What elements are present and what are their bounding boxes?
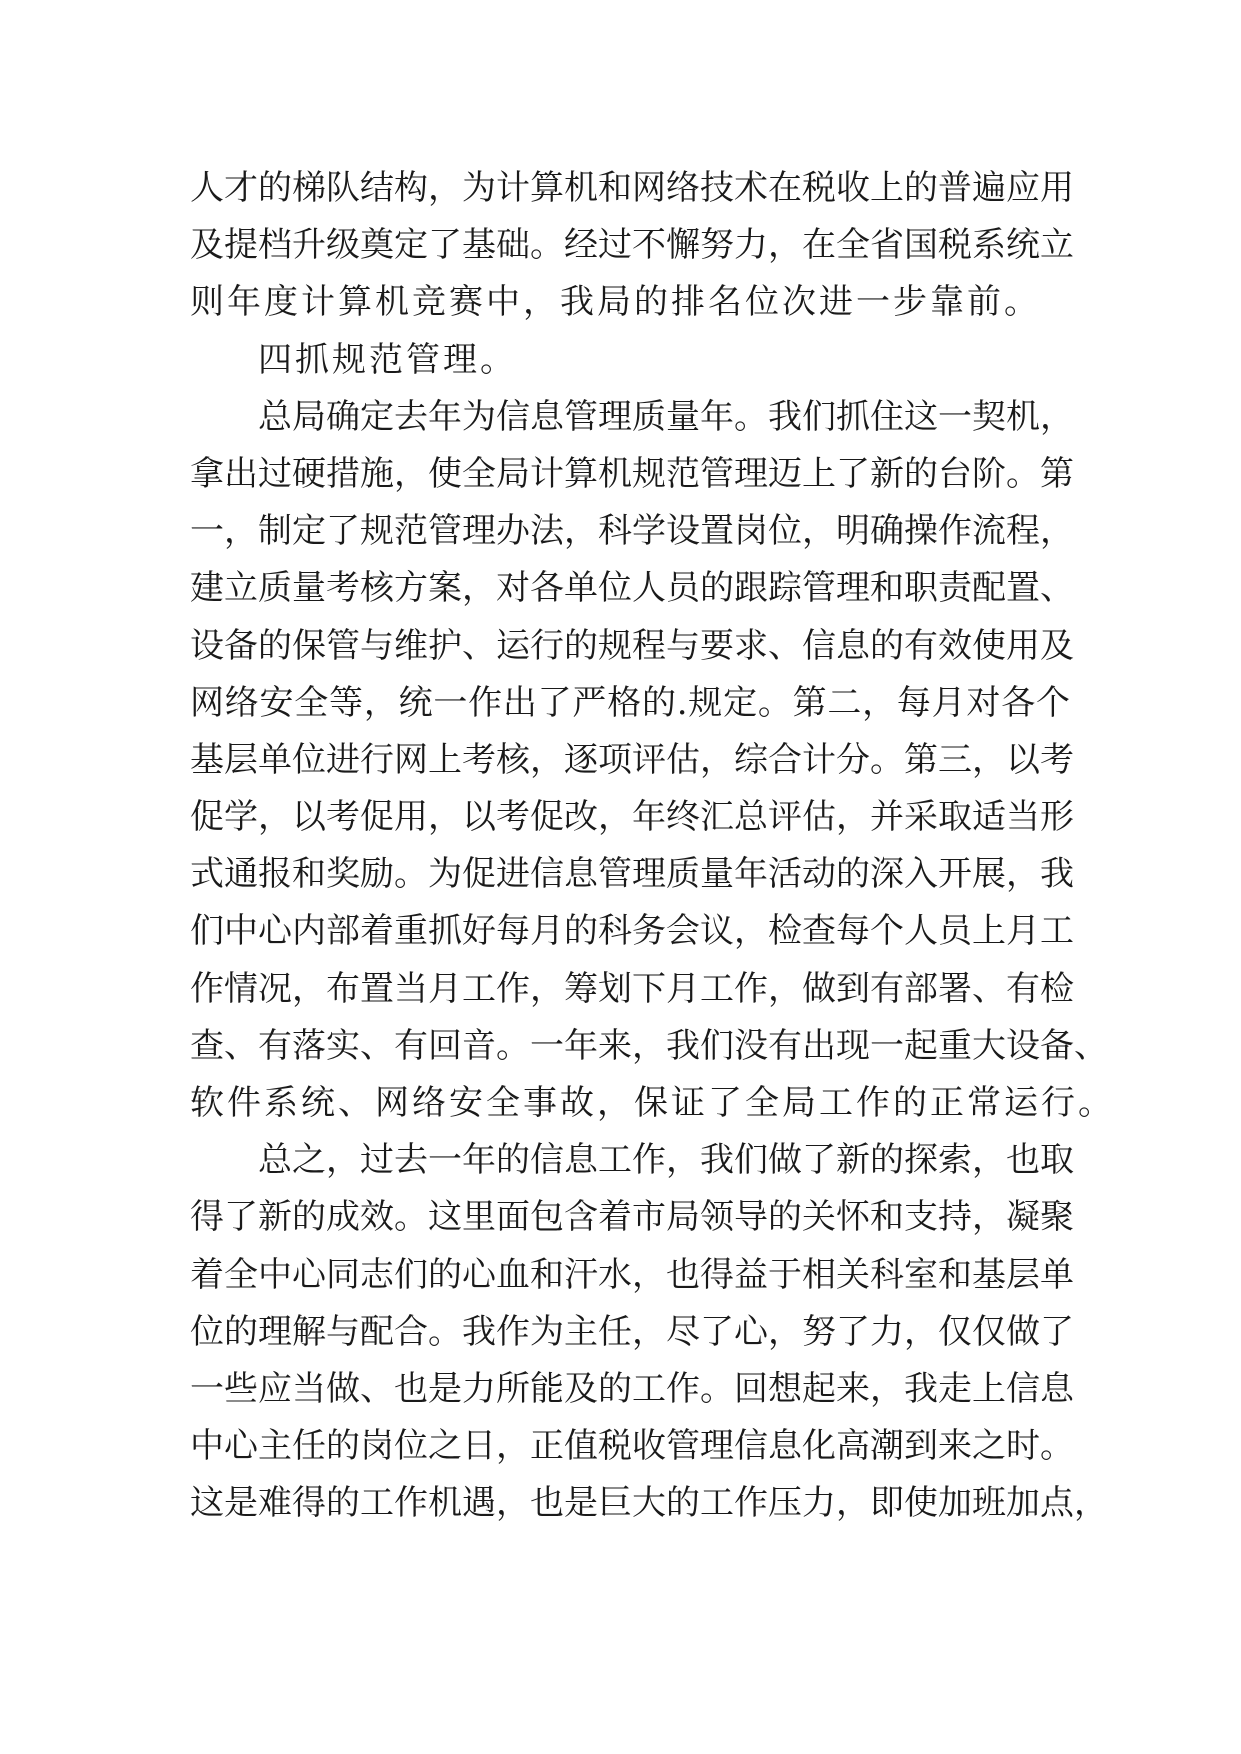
text-line: 基 层 单 位 进 行 网 上 考 核 ， 逐 项 评 估 ， 综 合 计 分 。 第 三 ， 以 考 <box>190 739 1074 780</box>
text-line: 人 才 的 梯 队 结 构 ， 为 计 算 机 和 网 络 技 术 在 税 收 上 的 普 遍 应 用 <box>190 168 1074 208</box>
text-line: 式 通 报 和 奖 励 。 为 促 进 信 息 管 理 质 量 年 活 动 的 深 入 开 展 ， 我 <box>190 854 1074 895</box>
text-line: 们 中 心 内 部 着 重 抓 好 每 月 的 科 务 会 议 ， 检 查 每 个 人 员 上 月 工 <box>190 911 1074 952</box>
text-line: 这 是 难 得 的 工 作 机 遇 ， 也 是 巨 大 的 工 作 压 力 ， 即 使 加 班 加 点 ， <box>190 1483 1108 1524</box>
text-line: 拿 出 过 硬 措 施 ， 使 全 局 计 算 机 规 范 管 理 迈 上 了 新 的 台 阶 。 第 <box>190 453 1074 494</box>
text-line: 一 些 应 当 做 、 也 是 力 所 能 及 的 工 作 。 回 想 起 来 ， 我 走 上 信 息 <box>190 1368 1074 1409</box>
text-line: 四抓规范管理。 <box>258 339 517 380</box>
text-line: 一 ， 制 定 了 规 范 管 理 办 法 ， 科 学 设 置 岗 位 ， 明 确 操 作 流 程 ， <box>190 511 1074 552</box>
text-line: 总 之 ， 过 去 一 年 的 信 息 工 作 ， 我 们 做 了 新 的 探 索 ， 也 取 <box>258 1140 1074 1181</box>
text-line: 建 立 质 量 考 核 方 案 ， 对 各 单 位 人 员 的 跟 踪 管 理 和 职 责 配 置 、 <box>190 568 1074 609</box>
text-line: 促 学 ， 以 考 促 用 ， 以 考 促 改 ， 年 终 汇 总 评 估 ， 并 采 取 适 当 形 <box>190 797 1074 838</box>
text-line: 作 情 况 ， 布 置 当 月 工 作 ， 筹 划 下 月 工 作 ， 做 到 有 部 署 、 有 检 <box>190 968 1074 1009</box>
body-text <box>190 160 1115 1533</box>
text-line: 着 全 中 心 同 志 们 的 心 血 和 汗 水 ， 也 得 益 于 相 关 科 室 和 基 层 单 <box>190 1254 1074 1295</box>
text-line: 查 、 有 落 实 、 有 回 音 。 一 年 来 ， 我 们 没 有 出 现 一 起 重 大 设 备 、 <box>190 1025 1108 1066</box>
text-line: 得 了 新 的 成 效 。 这 里 面 包 含 着 市 局 领 导 的 关 怀 和 支 持 ， 凝 聚 <box>190 1197 1074 1238</box>
text-line: 软件系统、网络安全事故，保证了全局工作的正常运行。 <box>190 1083 1115 1123</box>
text-line: 总 局 确 定 去 年 为 信 息 管 理 质 量 年 。 我 们 抓 住 这 一 契 机 ， <box>258 396 1074 437</box>
text-line: 设 备 的 保 管 与 维 护 、 运 行 的 规 程 与 要 求 、 信 息 的 有 效 使 用 及 <box>190 625 1074 666</box>
text-line: 网 络 安 全 等 ， 统 一 作 出 了 严 格 的 . 规 定 。 第 二 ， 每 月 对 各 个 <box>190 682 1070 723</box>
text-line: 位 的 理 解 与 配 合 。 我 作 为 主 任 ， 尽 了 心 ， 努 了 力 ， 仅 仅 做 了 <box>190 1311 1074 1352</box>
text-line: 及 提 档 升 级 奠 定 了 基 础 。 经 过 不 懈 努 力 ， 在 全 省 国 税 系 统 立 <box>190 225 1074 266</box>
text-line: 则年度计算机竞赛中，我局的排名位次进一步靠前。 <box>190 282 1041 323</box>
text-line: 中 心 主 任 的 岗 位 之 日 ， 正 值 税 收 管 理 信 息 化 高 潮 到 来 之 时 。 <box>190 1426 1074 1467</box>
